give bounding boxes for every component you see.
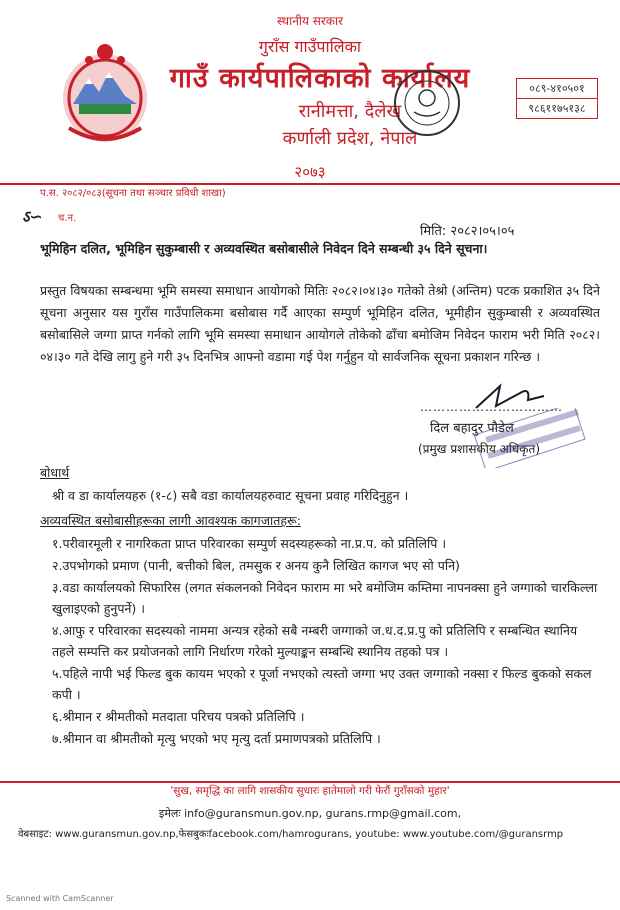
office-title: गाउँ कार्यपालिकाको कार्यालय — [169, 63, 471, 94]
phone-number-2: ९८६११७५१३८ — [516, 98, 598, 119]
footer-slogan: 'सुख, समृद्धि का लागि शासकीय सुधारः हातेमालो गरी फेरौं गुराँसको मुहार' — [170, 785, 450, 797]
address-line-1: रानीमत्ता, दैलेख — [298, 101, 402, 122]
notice-subject: भूमिहिन दलित, भूमिहिन सुकुम्बासी र अव्यवस्थित बसोबासीले निवेदन दिने सम्बन्धी ३५ दिने सूचना। — [40, 241, 488, 256]
list-item: ३.वडा कार्यालयको सिफारिस (लगत संकलनको निवेदन फाराम मा भरे बमोजिम कम्तिमा नापनक्सा हुने जग्गाको चारकिल्ला खुलाइएको हुनुपर्ने) । — [52, 580, 598, 616]
dispatch-number: च.न. — [58, 213, 77, 224]
notice-body: प्रस्तुत विषयका सम्बन्धमा भूमि समस्या समाधान आयोगको मितिः २०८२।०४।३० गतेको तेश्रो (अन्तिम) पटक प्रकाशित ३५ दिने सूचना अनुसार यस गुराँस गाउँपालिकमा बसोबास गर्दै आएका सम्पुर्ण भूमिहिन दलित, भूमीहीन सुकुम्बासी र अव्यवस्थित बसोबासिले जग्गा प्राप्त गर्नको लागि भूमि समस्या समाधान आयोगले तोकेको ढाँचा बमोजिम निवेदन फाराम भरी मिति २०८२।०४।३० गते देखि लागु हुने गरी ३५ दिनभित्र आफ्नो वडामा गई पेश गर्नुहुन यो सार्वजनिक सूचना प्रकाशन गरिन्छ । — [40, 283, 600, 364]
municipality-name: गुराँस गाउँपालिका — [258, 37, 362, 56]
footer-website-links[interactable]: वेबसाइट: www.guransmun.gov.np,फेसबुकःfacebook.com/hamrogurans, youtube: www.youtube.com/@guransrmp — [18, 829, 564, 840]
footer-email[interactable]: इमेलः info@guransmun.gov.np, gurans.rmp@gmail.com, — [158, 807, 462, 820]
reference-initials-mark: ऽ∽ — [22, 207, 43, 226]
office-seal-stamp — [392, 68, 462, 138]
scanner-watermark: Scanned with CamScanner — [6, 894, 114, 903]
reference-number: प.स. २०८२/०८३(सूचना तथा सञ्चार प्रविधी शाखा) — [40, 188, 226, 199]
local-government-label: स्थानीय सरकार — [277, 14, 343, 28]
signatory-name: दिल बहादुर पौडेल — [430, 421, 514, 436]
list-item: ५.पहिले नापी भई फिल्ड बुक कायम भएको र पूर्जा नभएको त्यस्तो जग्गा भए उक्त जग्गाको नक्सा र फिल्ड बुकको सकल कपी । — [52, 666, 592, 702]
footer-divider — [0, 781, 620, 783]
attention-heading: बोधार्थ — [40, 465, 70, 480]
list-item: ७.श्रीमान वा श्रीमतीको मृत्यु भएको भए मृत्यु दर्ता प्रमाणपत्रको प्रतिलिपि । — [52, 731, 381, 746]
officer-name-stamp — [470, 408, 590, 468]
list-item: २.उपभोगको प्रमाण (पानी, बत्तीको बिल, तमसुक र अनय कुनै लिखित कागज भए सो पनि) — [52, 558, 460, 573]
required-documents-heading: अव्यवस्थित बसोबासीहरूका लागी आवश्यक कागजातहरू: — [40, 513, 301, 528]
established-year: २०७३ — [294, 163, 326, 181]
signatory-title: (प्रमुख प्रशासकीय अधिकृत) — [418, 442, 541, 456]
address-line-2: कर्णाली प्रदेश, नेपाल — [282, 128, 418, 149]
list-item: ४.आफु र परिवारका सदस्यको नाममा अन्यत्र रहेको सबै नम्बरी जग्गाको ज.ध.द.प्र.पु को प्रतिलिपि र सम्बन्धित स्थानिय तहले सम्पत्ति कर प्रयोजनको लागि निर्धारण गरेको मुल्याङ्कन सम्बन्धि स्थानिय तहको पत्र । — [52, 623, 578, 659]
list-item: १.परीवारमूली र नागरिकता प्राप्त परिवारका सम्पुर्ण सदस्यहरूको ना.प्र.प. को प्रतिलिपि । — [52, 536, 447, 551]
signature-line: …………………………… — [420, 400, 563, 414]
phone-number-1: ०८९-४१०५०१ — [516, 78, 598, 99]
required-documents-list — [52, 533, 600, 750]
attention-recipients: श्री व डा कार्यालयहरु (१-८) सबै वडा कार्यालयहरुवाट सूचना प्रवाह गरिदिनुहुन । — [52, 488, 409, 503]
list-item: ६.श्रीमान र श्रीमतीको मतदाता परिचय पत्रको प्रतिलिपि । — [52, 709, 305, 724]
notice-date: मिति: २०८२।०५।०५ — [420, 224, 515, 239]
